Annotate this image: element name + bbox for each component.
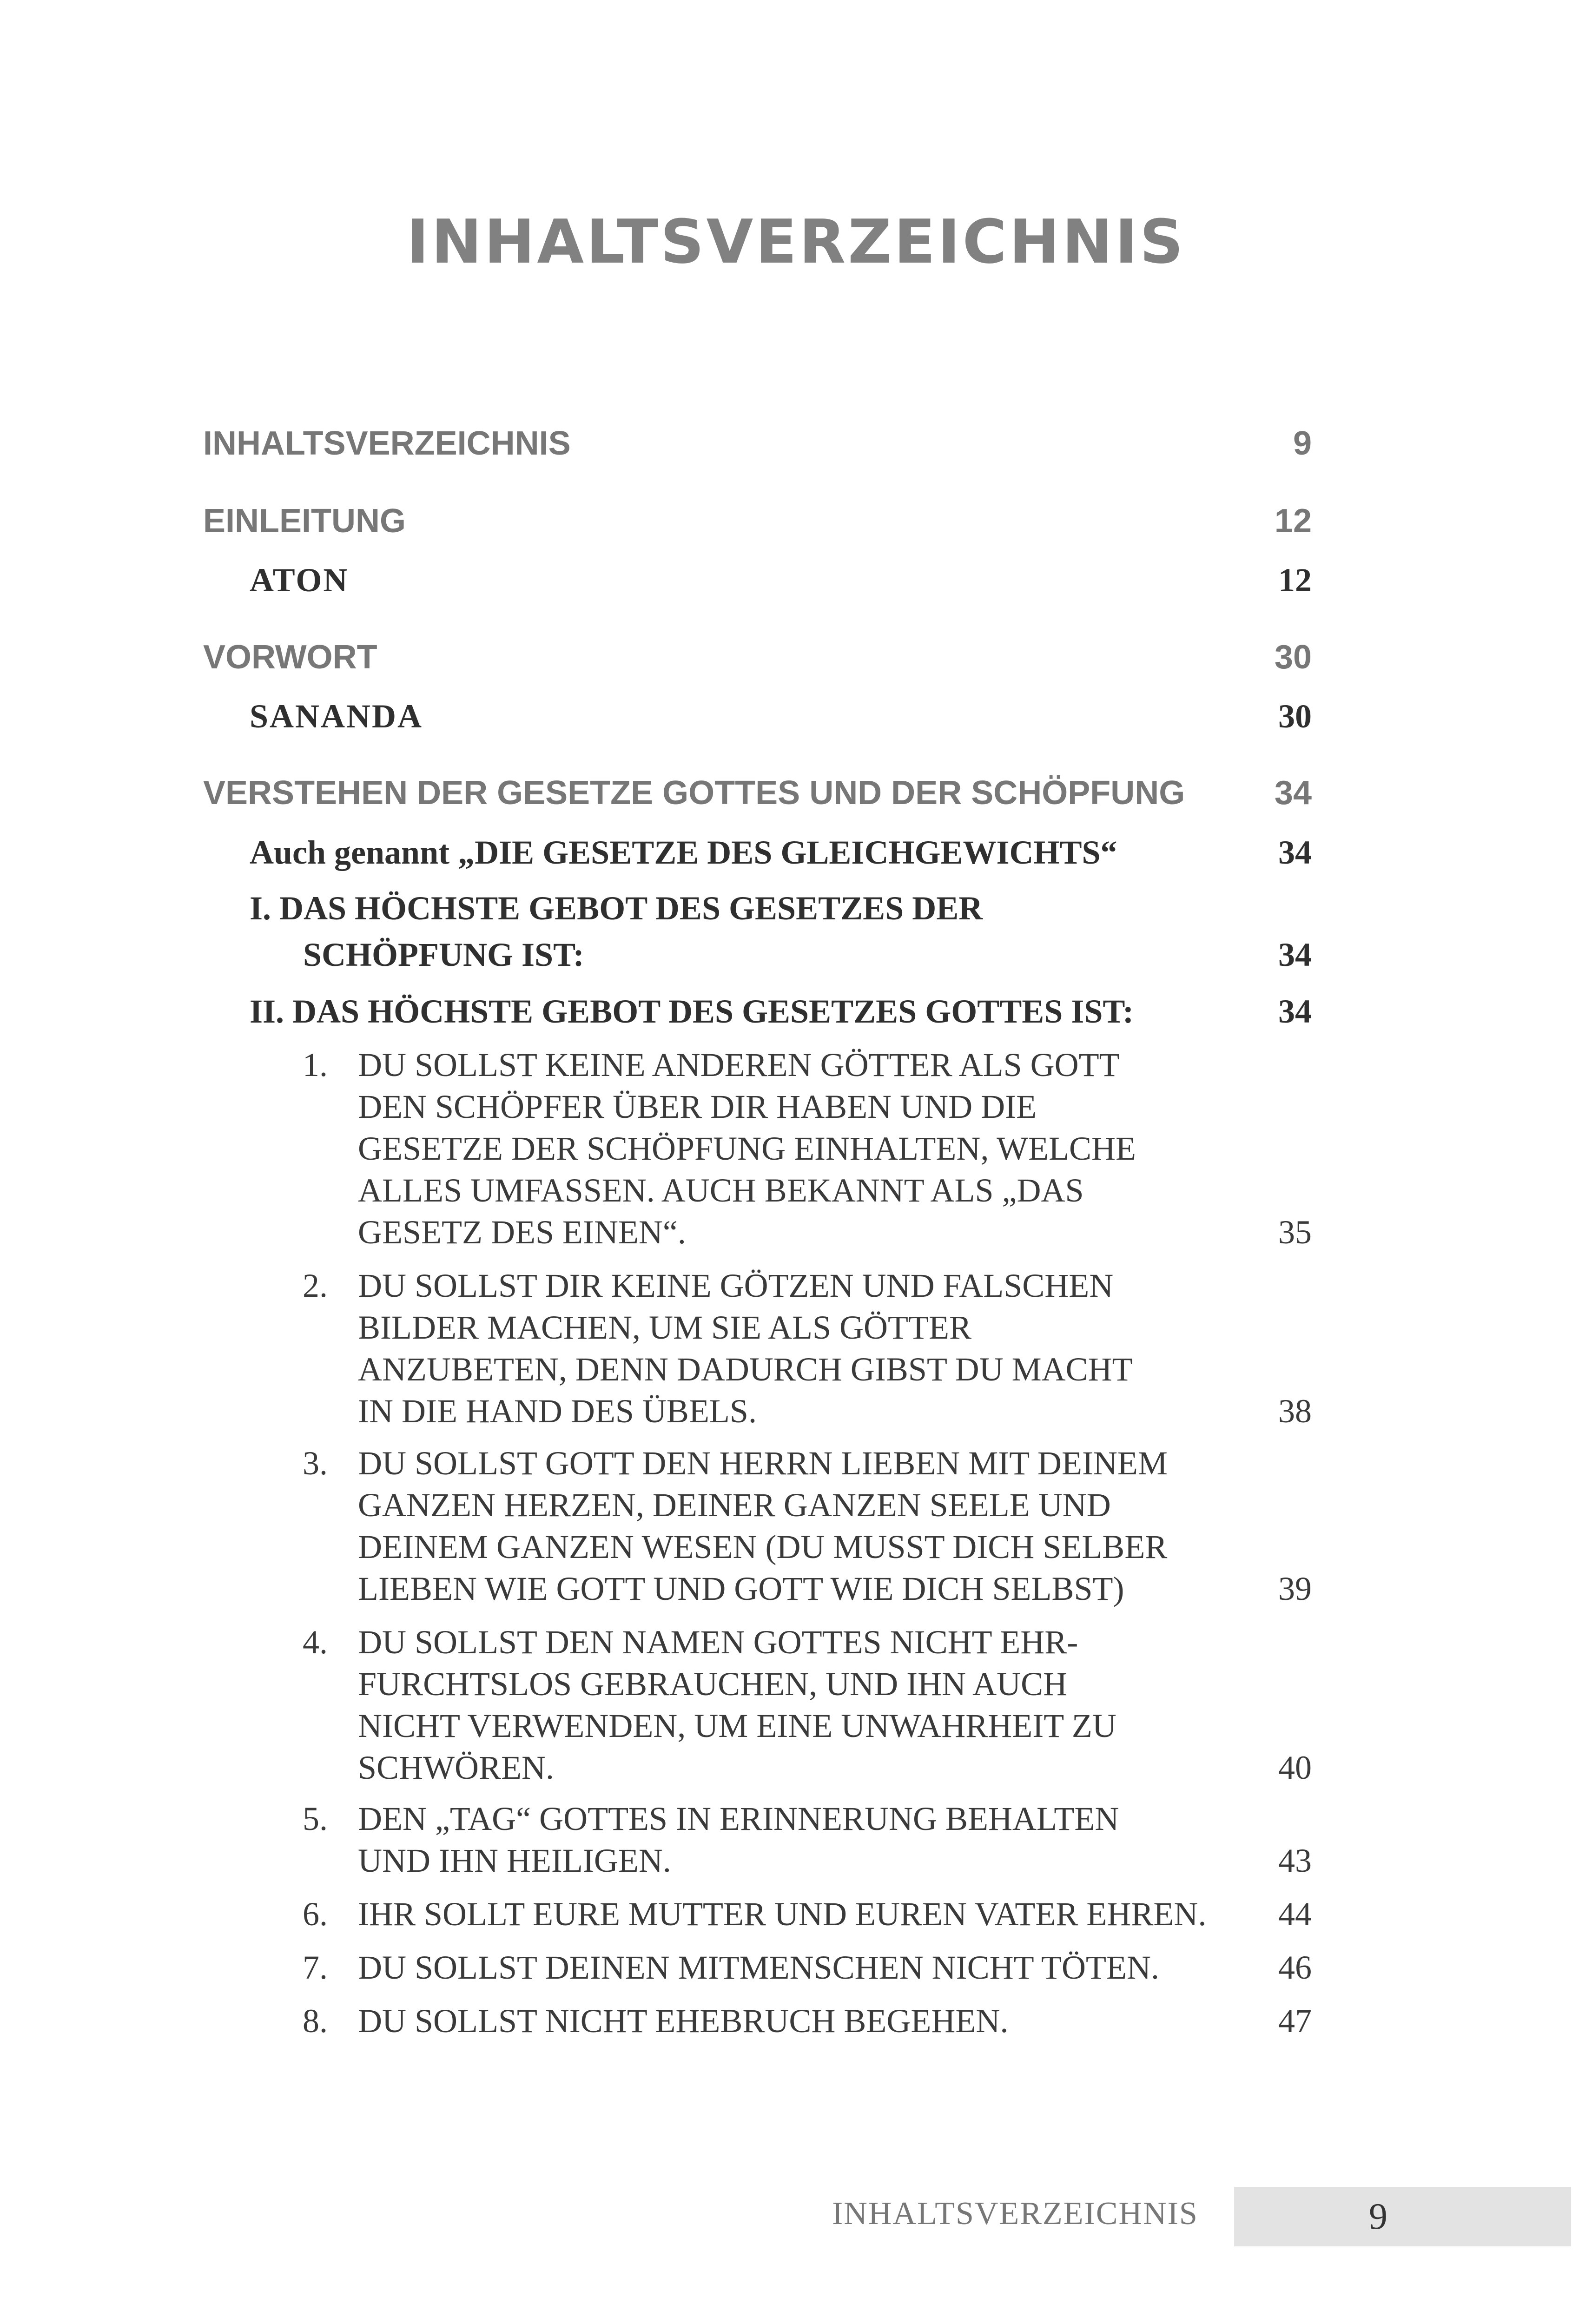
toc-item-line: UND IHN HEILIGEN. xyxy=(358,1842,671,1879)
toc-entry-page: 30 xyxy=(1278,698,1312,735)
toc-item-line: GESETZ DES EINEN“. xyxy=(358,1214,686,1251)
toc-item-number: 5. xyxy=(303,1800,328,1837)
toc-item-line: DU SOLLST DEINEN MITMENSCHEN NICHT TÖTEN. xyxy=(358,1949,1159,1986)
toc-item-line: IN DIE HAND DES ÜBELS. xyxy=(358,1393,757,1430)
toc-item-page: 39 xyxy=(1278,1570,1312,1607)
toc-entry-page: 34 xyxy=(1278,834,1312,871)
toc-item-number: 4. xyxy=(303,1624,328,1661)
toc-item-line: LIEBEN WIE GOTT UND GOTT WIE DICH SELBST) xyxy=(358,1570,1124,1607)
toc-entry-page: 34 xyxy=(1274,774,1312,812)
toc-entry-label-line: I. DAS HÖCHSTE GEBOT DES GESETZES DER xyxy=(250,890,983,927)
toc-entry-label: SANANDA xyxy=(250,698,423,735)
toc-item-line: DEN „TAG“ GOTTES IN ERINNERUNG BEHALTEN xyxy=(358,1800,1119,1837)
toc-item-page: 43 xyxy=(1278,1842,1312,1879)
toc-item-number: 2. xyxy=(303,1267,328,1304)
toc-item-line: DEINEM GANZEN WESEN (DU MUSST DICH SELBER xyxy=(358,1528,1168,1565)
footer-section-label: INHALTSVERZEICHNIS xyxy=(832,2196,1198,2232)
toc-entry-page: 12 xyxy=(1274,502,1312,540)
toc-entry-label: VERSTEHEN DER GESETZE GOTTES UND DER SCHÖPFUNG xyxy=(203,774,1185,812)
toc-entry-label-line: SCHÖPFUNG IST: xyxy=(303,936,584,973)
toc-item-line: DU SOLLST DIR KEINE GÖTZEN UND FALSCHEN xyxy=(358,1267,1114,1304)
toc-item-number: 7. xyxy=(303,1949,328,1986)
toc-item-page: 35 xyxy=(1278,1214,1312,1251)
toc-item-line: DU SOLLST KEINE ANDEREN GÖTTER ALS GOTT xyxy=(358,1046,1120,1083)
toc-item-number: 8. xyxy=(303,2002,328,2040)
toc-entry-label: VORWORT xyxy=(203,639,377,676)
toc-item-line: BILDER MACHEN, UM SIE ALS GÖTTER xyxy=(358,1309,972,1346)
toc-item-page: 40 xyxy=(1278,1749,1312,1786)
toc-item-line: ALLES UMFASSEN. AUCH BEKANNT ALS „DAS xyxy=(358,1172,1084,1209)
toc-item-line: ANZUBETEN, DENN DADURCH GIBST DU MACHT xyxy=(358,1351,1133,1388)
toc-item-line: SCHWÖREN. xyxy=(358,1749,555,1786)
toc-entry-label: Auch genannt „DIE GESETZE DES GLEICHGEWICHTS“ xyxy=(250,834,1117,871)
footer-page-number: 9 xyxy=(1369,2196,1387,2237)
footer-page-box xyxy=(1234,2187,1571,2246)
toc-entry-page: 9 xyxy=(1293,425,1312,462)
toc-entry-label: II. DAS HÖCHSTE GEBOT DES GESETZES GOTTES IST: xyxy=(250,993,1134,1030)
toc-entry-page: 34 xyxy=(1278,936,1312,973)
toc-item-line: DEN SCHÖPFER ÜBER DIR HABEN UND DIE xyxy=(358,1088,1037,1125)
toc-entry-page: 34 xyxy=(1278,993,1312,1030)
toc-entry-page: 30 xyxy=(1274,639,1312,676)
toc-entry-label: ATON xyxy=(250,561,349,599)
toc-entry-label: EINLEITUNG xyxy=(203,502,406,540)
toc-item-number: 6. xyxy=(303,1895,328,1933)
toc-item-number: 3. xyxy=(303,1445,328,1482)
toc-item-line: GANZEN HERZEN, DEINER GANZEN SEELE UND xyxy=(358,1486,1111,1524)
toc-item-page: 44 xyxy=(1278,1895,1312,1933)
toc-item-page: 47 xyxy=(1278,2002,1312,2040)
toc-item-line: DU SOLLST DEN NAMEN GOTTES NICHT EHR- xyxy=(358,1624,1078,1661)
toc-item-line: IHR SOLLT EURE MUTTER UND EUREN VATER EHREN. xyxy=(358,1895,1207,1933)
toc-entry-label: INHALTSVERZEICHNIS xyxy=(203,425,571,462)
toc-item-page: 46 xyxy=(1278,1949,1312,1986)
toc-item-line: DU SOLLST GOTT DEN HERRN LIEBEN MIT DEINEM xyxy=(358,1445,1168,1482)
toc-entry-page: 12 xyxy=(1278,561,1312,599)
toc-item-line: FURCHTSLOS GEBRAUCHEN, UND IHN AUCH xyxy=(358,1665,1068,1703)
toc-item-page: 38 xyxy=(1278,1393,1312,1430)
toc-item-line: DU SOLLST NICHT EHEBRUCH BEGEHEN. xyxy=(358,2002,1009,2040)
toc-item-line: GESETZE DER SCHÖPFUNG EINHALTEN, WELCHE xyxy=(358,1130,1136,1167)
page-title: INHALTSVERZEICHNIS xyxy=(406,206,1186,277)
toc-item-line: NICHT VERWENDEN, UM EINE UNWAHRHEIT ZU xyxy=(358,1707,1116,1744)
toc-item-number: 1. xyxy=(303,1046,328,1083)
